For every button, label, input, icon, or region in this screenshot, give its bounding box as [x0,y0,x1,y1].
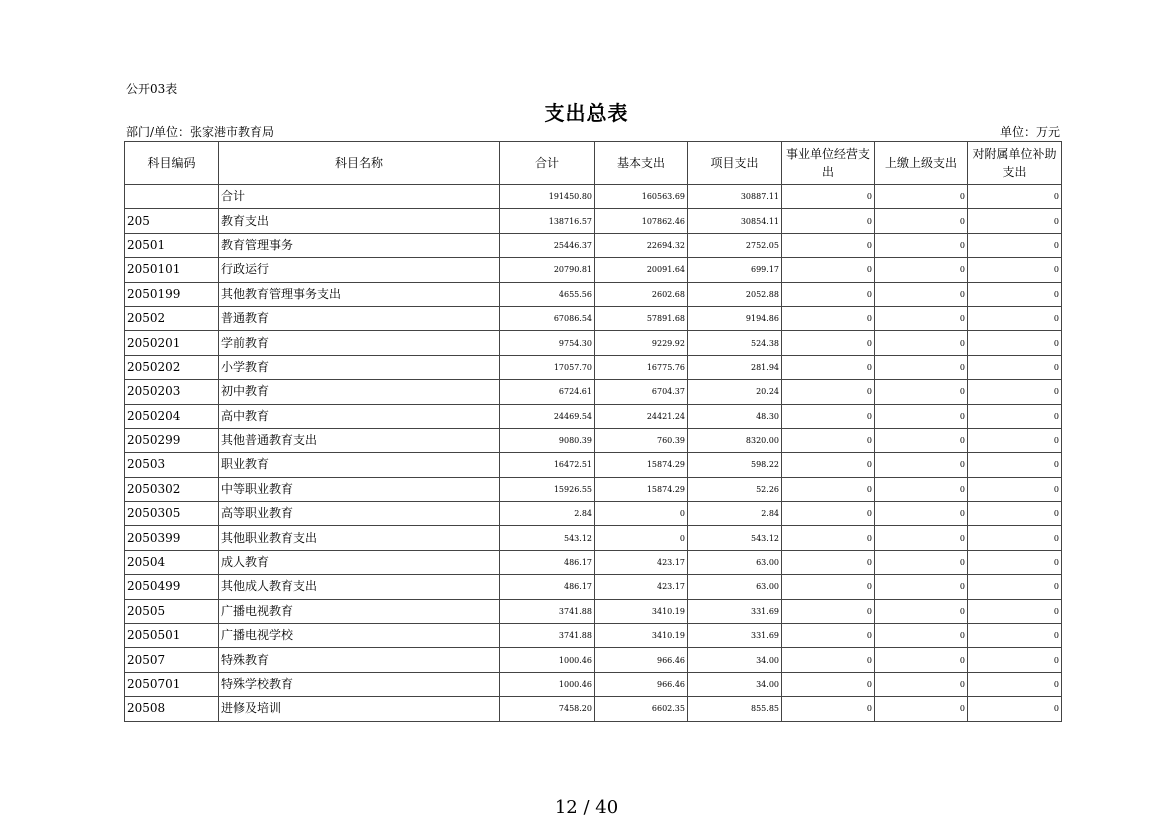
expenditure-table [124,141,1062,722]
cell-subsidy: 0 [968,599,1062,623]
header-subsidy: 对附属单位补助支出 [968,142,1062,185]
cell-upper: 0 [875,550,968,574]
form-code: 公开03表 [126,82,178,96]
cell-project: 524.38 [688,331,782,355]
table-row [125,355,1062,379]
table-row [125,599,1062,623]
cell-operating: 0 [782,453,875,477]
cell-name: 中等职业教育 [219,477,500,501]
cell-project: 20.24 [688,380,782,404]
cell-code: 2050101 [125,258,219,282]
cell-project: 543.12 [688,526,782,550]
cell-project: 598.22 [688,453,782,477]
cell-code: 20502 [125,306,219,330]
cell-name: 行政运行 [219,258,500,282]
cell-basic: 20091.64 [595,258,688,282]
table-row [125,233,1062,257]
cell-name: 其他成人教育支出 [219,575,500,599]
cell-upper: 0 [875,428,968,452]
cell-project: 2052.88 [688,282,782,306]
cell-upper: 0 [875,258,968,282]
cell-project: 34.00 [688,648,782,672]
cell-project: 30887.11 [688,185,782,209]
table-row [125,258,1062,282]
cell-total: 191450.80 [500,185,595,209]
department-label: 部门/单位：张家港市教育局 [126,125,275,139]
cell-subsidy: 0 [968,453,1062,477]
cell-subsidy: 0 [968,306,1062,330]
cell-total: 138716.57 [500,209,595,233]
cell-name: 其他职业教育支出 [219,526,500,550]
cell-operating: 0 [782,624,875,648]
cell-total: 15926.55 [500,477,595,501]
cell-code: 2050203 [125,380,219,404]
cell-operating: 0 [782,575,875,599]
cell-operating: 0 [782,648,875,672]
cell-project: 63.00 [688,550,782,574]
cell-name: 成人教育 [219,550,500,574]
header-upper: 上缴上级支出 [875,142,968,185]
cell-basic: 423.17 [595,575,688,599]
table-row [125,672,1062,696]
cell-operating: 0 [782,477,875,501]
cell-name: 合计 [219,185,500,209]
cell-name: 广播电视学校 [219,624,500,648]
cell-project: 34.00 [688,672,782,696]
table-row [125,550,1062,574]
table-row [125,526,1062,550]
page-title: 支出总表 [544,101,629,125]
cell-project: 8320.00 [688,428,782,452]
cell-project: 699.17 [688,258,782,282]
cell-basic: 2602.68 [595,282,688,306]
cell-project: 9194.86 [688,306,782,330]
table-row [125,331,1062,355]
cell-basic: 16775.76 [595,355,688,379]
cell-code [125,185,219,209]
table-row [125,404,1062,428]
table-row [125,575,1062,599]
cell-code: 205 [125,209,219,233]
cell-name: 教育支出 [219,209,500,233]
cell-name: 高等职业教育 [219,502,500,526]
cell-subsidy: 0 [968,550,1062,574]
cell-subsidy: 0 [968,258,1062,282]
cell-name: 特殊教育 [219,648,500,672]
cell-basic: 423.17 [595,550,688,574]
cell-project: 331.69 [688,599,782,623]
cell-name: 其他普通教育支出 [219,428,500,452]
cell-upper: 0 [875,380,968,404]
cell-upper: 0 [875,526,968,550]
table-row [125,185,1062,209]
table-row [125,380,1062,404]
cell-code: 20505 [125,599,219,623]
cell-subsidy: 0 [968,185,1062,209]
cell-operating: 0 [782,258,875,282]
table-body [125,185,1062,722]
cell-basic: 15874.29 [595,453,688,477]
cell-project: 30854.11 [688,209,782,233]
cell-name: 初中教育 [219,380,500,404]
cell-total: 25446.37 [500,233,595,257]
cell-subsidy: 0 [968,355,1062,379]
cell-name: 普通教育 [219,306,500,330]
cell-upper: 0 [875,233,968,257]
cell-upper: 0 [875,306,968,330]
cell-total: 2.84 [500,502,595,526]
cell-total: 9754.30 [500,331,595,355]
cell-basic: 6602.35 [595,697,688,721]
cell-basic: 760.39 [595,428,688,452]
cell-name: 进修及培训 [219,697,500,721]
table-row [125,453,1062,477]
cell-operating: 0 [782,306,875,330]
cell-total: 20790.81 [500,258,595,282]
cell-basic: 15874.29 [595,477,688,501]
table-row [125,428,1062,452]
cell-subsidy: 0 [968,526,1062,550]
cell-code: 20501 [125,233,219,257]
header-code: 科目编码 [125,142,219,185]
table-row [125,282,1062,306]
cell-total: 4655.56 [500,282,595,306]
cell-operating: 0 [782,331,875,355]
cell-subsidy: 0 [968,502,1062,526]
cell-operating: 0 [782,502,875,526]
cell-project: 63.00 [688,575,782,599]
cell-total: 486.17 [500,575,595,599]
header-project: 项目支出 [688,142,782,185]
cell-code: 2050701 [125,672,219,696]
header-operating: 事业单位经营支出 [782,142,875,185]
cell-operating: 0 [782,185,875,209]
cell-code: 2050499 [125,575,219,599]
cell-code: 2050299 [125,428,219,452]
cell-total: 6724.61 [500,380,595,404]
cell-subsidy: 0 [968,428,1062,452]
cell-name: 学前教育 [219,331,500,355]
cell-basic: 0 [595,526,688,550]
table-row [125,502,1062,526]
table-row [125,697,1062,721]
cell-total: 1000.46 [500,648,595,672]
cell-upper: 0 [875,624,968,648]
cell-upper: 0 [875,502,968,526]
header-basic: 基本支出 [595,142,688,185]
cell-upper: 0 [875,672,968,696]
cell-project: 281.94 [688,355,782,379]
cell-subsidy: 0 [968,209,1062,233]
cell-name: 教育管理事务 [219,233,500,257]
cell-upper: 0 [875,404,968,428]
cell-name: 小学教育 [219,355,500,379]
cell-code: 2050302 [125,477,219,501]
cell-total: 67086.54 [500,306,595,330]
cell-code: 20507 [125,648,219,672]
cell-name: 特殊学校教育 [219,672,500,696]
cell-name: 职业教育 [219,453,500,477]
cell-upper: 0 [875,355,968,379]
cell-total: 543.12 [500,526,595,550]
cell-subsidy: 0 [968,477,1062,501]
cell-project: 48.30 [688,404,782,428]
cell-basic: 22694.32 [595,233,688,257]
cell-subsidy: 0 [968,331,1062,355]
table-row [125,477,1062,501]
cell-upper: 0 [875,282,968,306]
cell-upper: 0 [875,453,968,477]
cell-operating: 0 [782,428,875,452]
cell-upper: 0 [875,331,968,355]
cell-basic: 3410.19 [595,599,688,623]
cell-upper: 0 [875,599,968,623]
cell-operating: 0 [782,550,875,574]
cell-operating: 0 [782,209,875,233]
cell-project: 52.26 [688,477,782,501]
cell-code: 2050204 [125,404,219,428]
table-row [125,306,1062,330]
cell-total: 1000.46 [500,672,595,696]
cell-basic: 0 [595,502,688,526]
cell-subsidy: 0 [968,282,1062,306]
cell-upper: 0 [875,209,968,233]
cell-total: 9080.39 [500,428,595,452]
cell-code: 20508 [125,697,219,721]
cell-project: 855.85 [688,697,782,721]
cell-code: 2050199 [125,282,219,306]
cell-basic: 57891.68 [595,306,688,330]
header-total: 合计 [500,142,595,185]
cell-basic: 24421.24 [595,404,688,428]
cell-total: 24469.54 [500,404,595,428]
cell-total: 3741.88 [500,599,595,623]
cell-operating: 0 [782,526,875,550]
cell-basic: 966.46 [595,648,688,672]
table-header-row [125,142,1062,185]
cell-code: 2050399 [125,526,219,550]
cell-upper: 0 [875,648,968,672]
cell-subsidy: 0 [968,624,1062,648]
cell-code: 2050305 [125,502,219,526]
cell-project: 2752.05 [688,233,782,257]
cell-basic: 160563.69 [595,185,688,209]
cell-code: 2050201 [125,331,219,355]
cell-operating: 0 [782,380,875,404]
cell-operating: 0 [782,282,875,306]
table-row [125,648,1062,672]
cell-upper: 0 [875,575,968,599]
cell-project: 2.84 [688,502,782,526]
cell-total: 3741.88 [500,624,595,648]
cell-total: 486.17 [500,550,595,574]
cell-total: 7458.20 [500,697,595,721]
cell-code: 20503 [125,453,219,477]
cell-name: 其他教育管理事务支出 [219,282,500,306]
cell-subsidy: 0 [968,672,1062,696]
cell-subsidy: 0 [968,648,1062,672]
cell-operating: 0 [782,697,875,721]
cell-operating: 0 [782,672,875,696]
cell-name: 广播电视教育 [219,599,500,623]
cell-subsidy: 0 [968,380,1062,404]
page-number: 12 / 40 [554,797,619,818]
cell-basic: 9229.92 [595,331,688,355]
cell-basic: 966.46 [595,672,688,696]
cell-code: 20504 [125,550,219,574]
cell-total: 17057.70 [500,355,595,379]
cell-basic: 6704.37 [595,380,688,404]
cell-subsidy: 0 [968,233,1062,257]
table-row [125,624,1062,648]
cell-operating: 0 [782,355,875,379]
cell-subsidy: 0 [968,404,1062,428]
cell-name: 高中教育 [219,404,500,428]
cell-upper: 0 [875,477,968,501]
cell-upper: 0 [875,185,968,209]
cell-total: 16472.51 [500,453,595,477]
cell-operating: 0 [782,233,875,257]
cell-project: 331.69 [688,624,782,648]
cell-code: 2050501 [125,624,219,648]
cell-basic: 3410.19 [595,624,688,648]
cell-basic: 107862.46 [595,209,688,233]
cell-operating: 0 [782,599,875,623]
cell-operating: 0 [782,404,875,428]
cell-subsidy: 0 [968,697,1062,721]
table-row [125,209,1062,233]
unit-label: 单位：万元 [999,125,1060,139]
cell-code: 2050202 [125,355,219,379]
cell-subsidy: 0 [968,575,1062,599]
cell-upper: 0 [875,697,968,721]
header-name: 科目名称 [219,142,500,185]
